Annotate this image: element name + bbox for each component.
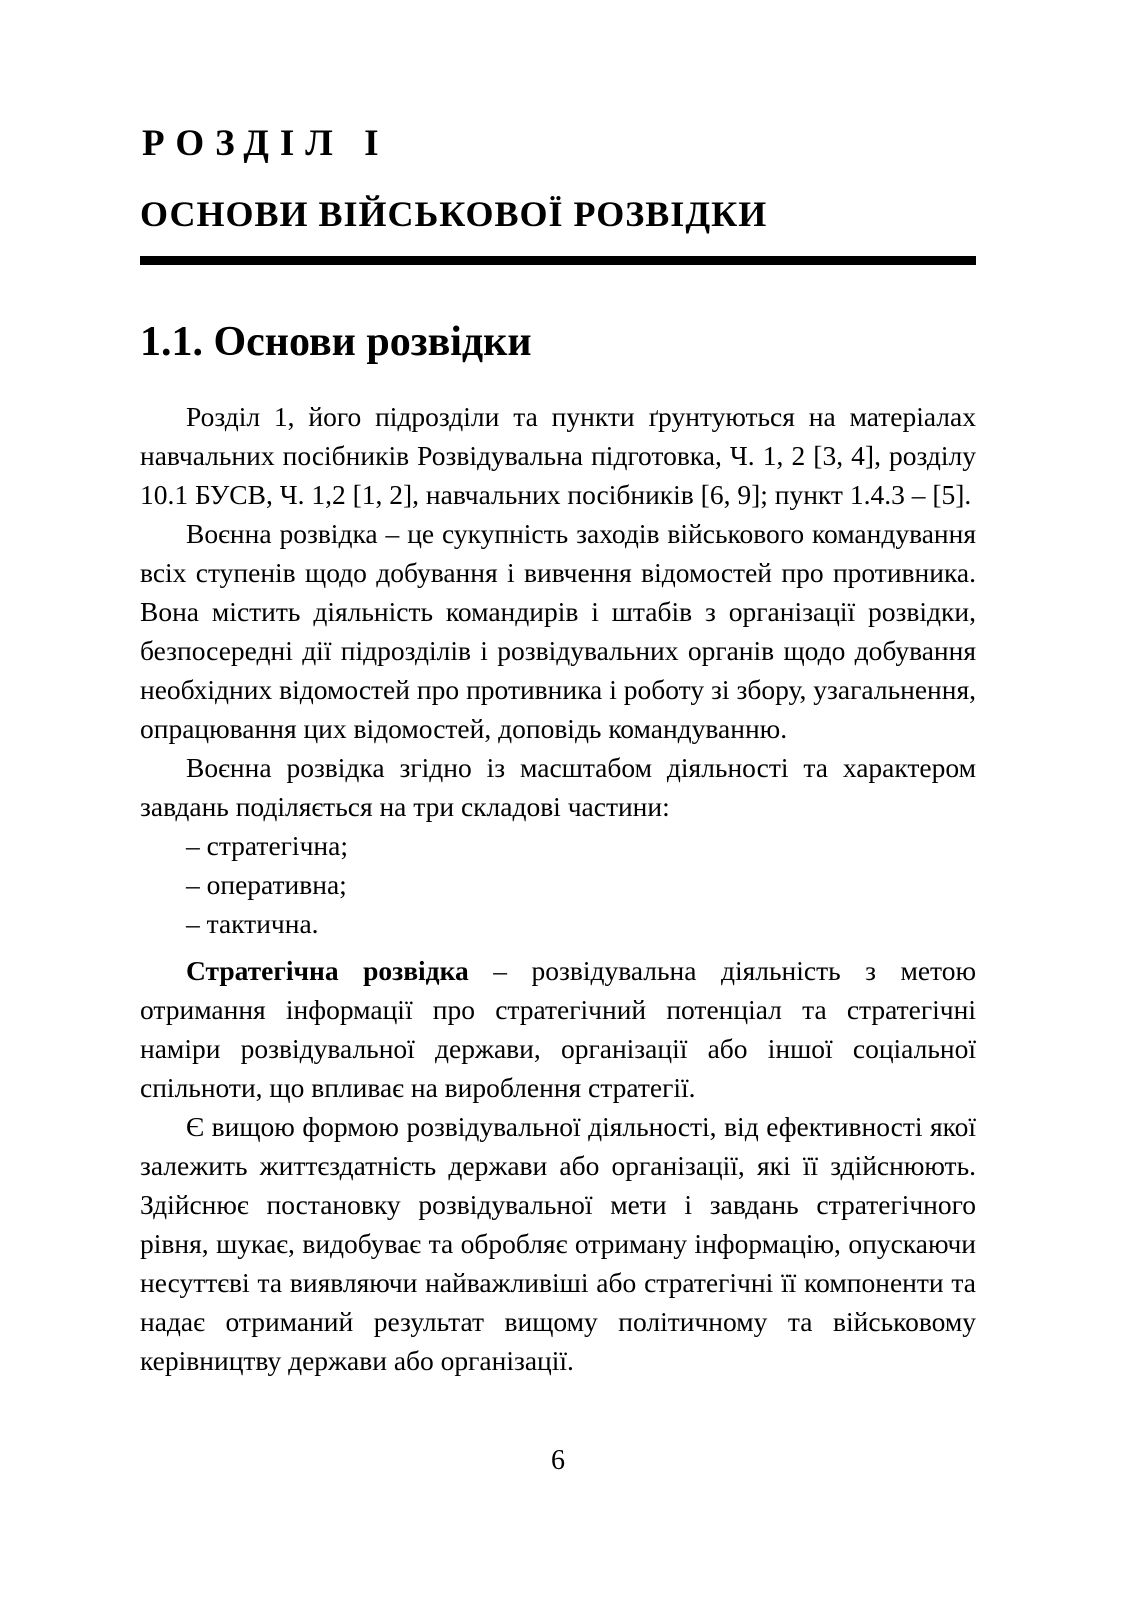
- list-item-strategic: – стратегічна;: [186, 830, 348, 861]
- paragraph-classification-intro: Воєнна розвідка згідно із масштабом діяльності та характером завдань поділяється на три складові частини:: [140, 752, 976, 822]
- chapter-label: РОЗДІЛ І: [142, 123, 390, 164]
- section-heading: 1.1. Основи розвідки: [140, 319, 532, 365]
- strategic-intel-definition-text: – розвідувальна діяльність з метою отримання інформації про стратегічний потенціал та стратегічні наміри розвідувальної держави, організації або іншої соціальної спільноти, що впливає на вироблення стратегії.: [140, 955, 977, 1103]
- paragraph-sources: Розділ 1, його підрозділи та пункти ґрунтуються на матеріалах навчальних посібників Розвідувальна підготовка, Ч. 1, 2 [3, 4], розділу 10.1 БУСВ, Ч. 1,2 [1, 2], навчальних посібників [6, 9]; пункт 1.4.3 – [5].: [140, 401, 976, 510]
- chapter-title: ОСНОВИ ВІЙСЬКОВОЇ РОЗВІДКИ: [140, 194, 768, 234]
- strategic-intel-term: Стратегічна розвідка: [186, 955, 469, 986]
- list-item-tactical: – тактична.: [186, 908, 319, 939]
- paragraph-strategic-intel-details: Є вищою формою розвідувальної діяльності, від ефективності якої залежить життєздатність держави або організації, які її здійснюють. Здійснює постановку розвідувальної мети і завдань стратегічного рівня, шукає, видобуває та обробляє отриману інформацію, опускаючи несуттєві та виявляючи найважливіші або стратегічні її компоненти та надає отриманий результат вищому політичному та військовому керівництву держави або організації.: [140, 1111, 976, 1376]
- paragraph-strategic-intel-definition: [140, 951, 976, 1107]
- page-number: 6: [551, 1445, 565, 1476]
- list-item-operational: – оперативна;: [186, 869, 347, 900]
- chapter-divider-rule: [140, 256, 976, 265]
- paragraph-military-intel-definition: Воєнна розвідка – це сукупність заходів військового командування всіх ступенів щодо добування і вивчення відомостей про противника. Вона містить діяльність командирів і штабів з організації розвідки, безпосередні дії підрозділів і розвідувальних органів щодо добування необхідних відомостей про противника і роботу зі збору, узагальнення, опрацювання цих відомостей, доповідь командуванню.: [140, 518, 976, 744]
- page-content: [140, 122, 976, 1380]
